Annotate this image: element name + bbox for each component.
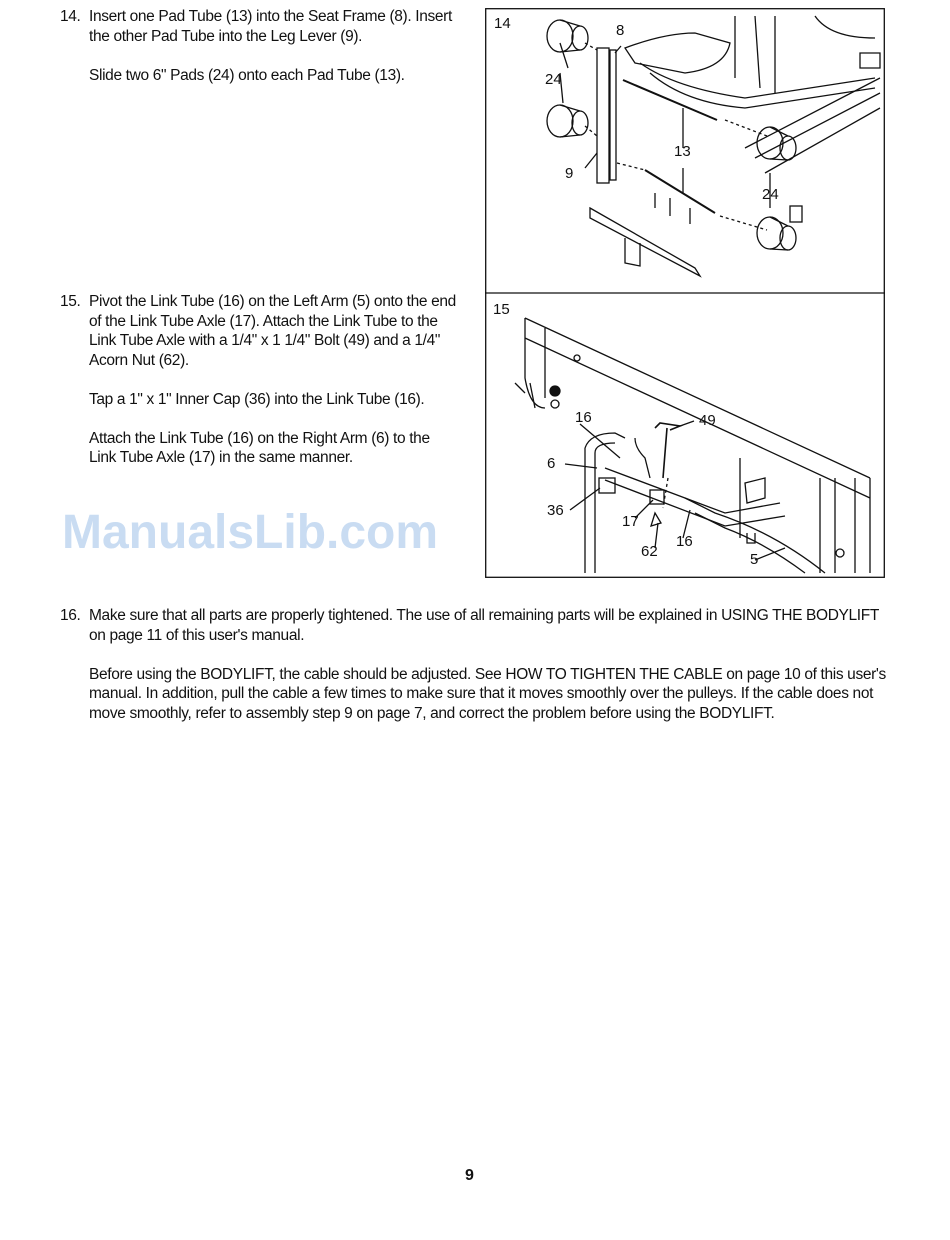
step-number: 16. <box>60 607 81 624</box>
part-label: 49 <box>699 412 716 429</box>
step-paragraph: Before using the BODYLIFT, the cable should be adjusted. See HOW TO TIGHTEN THE CABLE on page 10 of this user's manual. In addition, pull the cable a few times to make sure that it moves smoothly over the pulleys. If the cable does not move smoothly, refer to assembly step 9 on page 7, and correct the problem before using the BODYLIFT. <box>89 665 886 722</box>
part-label: 13 <box>674 143 691 160</box>
step-paragraph: Pivot the Link Tube (16) on the Left Arm (5) onto the end of the Link Tube Axle (17). Attach the Link Tube to the Link Tube Axle with a 1/4" x 1 1/4" Bolt (49) and a 1/4" Acorn Nut (62). <box>89 293 456 369</box>
part-label: 62 <box>641 543 658 560</box>
figure-15-title: 15 <box>493 301 510 318</box>
step-paragraph: Attach the Link Tube (16) on the Right Arm (6) to the Link Tube Axle (17) in the same manner. <box>89 429 430 466</box>
part-label: 5 <box>750 551 759 568</box>
part-label: 9 <box>565 165 574 182</box>
step-paragraph: Make sure that all parts are properly tightened. The use of all remaining parts will be explained in USING THE BODYLIFT on page 11 of this user's manual. <box>89 607 879 644</box>
figure-14-title: 14 <box>494 15 511 32</box>
figure-14-drawing <box>547 16 880 276</box>
part-label: 36 <box>547 502 564 519</box>
pad-roller <box>547 20 588 52</box>
part-label: 8 <box>616 22 625 39</box>
step-paragraph: Insert one Pad Tube (13) into the Seat Frame (8). Insert the other Pad Tube into the Leg Lever (9). <box>89 8 452 45</box>
page-number: 9 <box>465 1167 474 1184</box>
part-label: 16 <box>575 409 592 426</box>
part-label: 24 <box>545 71 562 88</box>
assembly-figure <box>485 8 885 578</box>
part-label: 6 <box>547 455 556 472</box>
part-label: 24 <box>762 186 779 203</box>
step-paragraph: Tap a 1" x 1" Inner Cap (36) into the Link Tube (16). <box>89 390 425 408</box>
pad-roller <box>547 105 588 137</box>
part-label: 17 <box>622 513 639 530</box>
watermark: ManualsLib.com <box>62 506 439 559</box>
part-label: 16 <box>676 533 693 550</box>
step-paragraph: Slide two 6" Pads (24) onto each Pad Tube (13). <box>89 66 405 84</box>
step-number: 15. <box>60 293 81 310</box>
step-number: 14. <box>60 8 81 25</box>
